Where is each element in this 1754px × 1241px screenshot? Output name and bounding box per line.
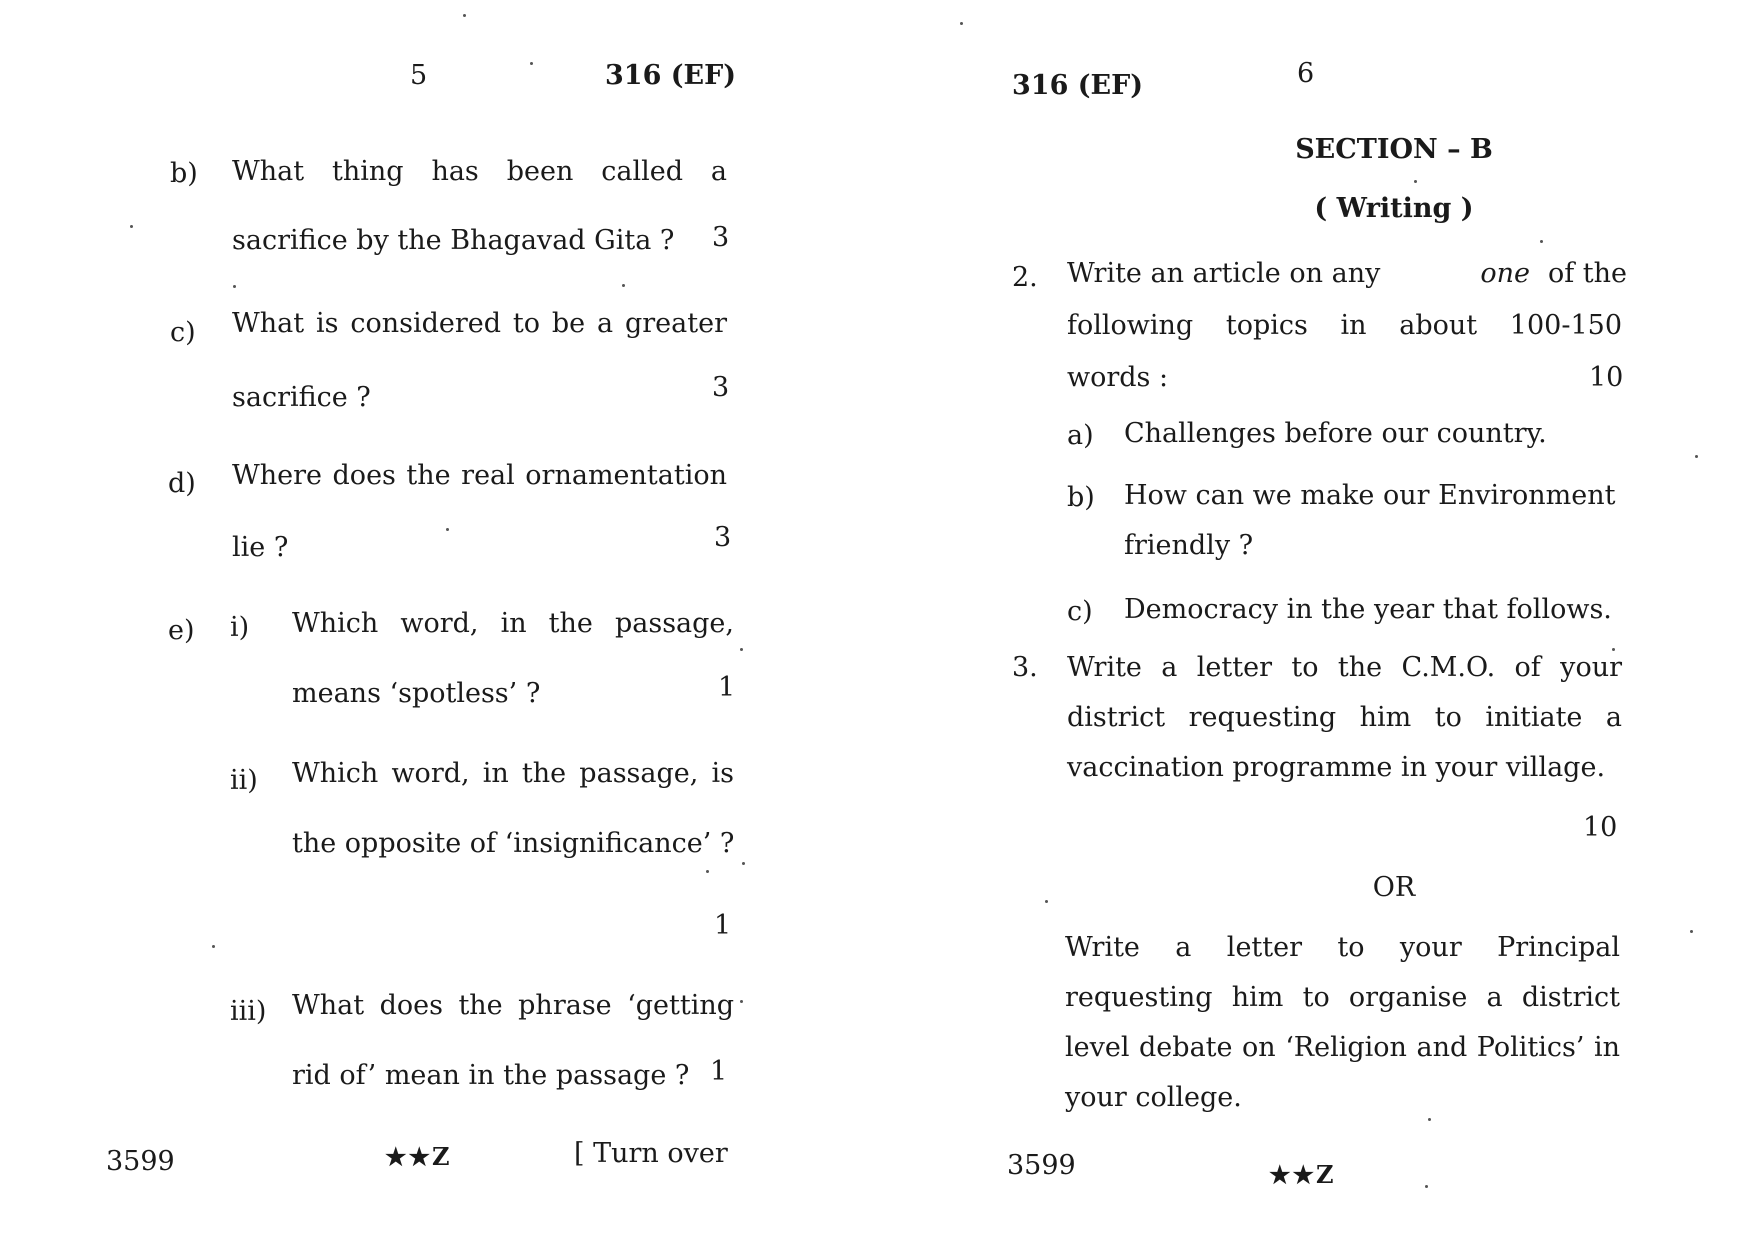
subquestion-text: Which word, in the passage, [292, 608, 734, 639]
marks: 1 [718, 672, 736, 703]
footer-stars: ★★Z [1269, 1160, 1336, 1189]
question-text: Where does the real ornamentation [232, 460, 727, 491]
marks: 3 [714, 522, 732, 553]
question-text: following topics in about 100-150 [1067, 310, 1622, 341]
question-text [1067, 258, 1627, 290]
question-text: lie ? [232, 532, 289, 563]
question-text: Write a letter to the C.M.O. of your [1067, 652, 1622, 683]
question-text: requesting him to organise a district [1065, 982, 1620, 1013]
subquestion-label: i) [230, 612, 250, 643]
subquestion-text: means ‘spotless’ ? [292, 678, 541, 709]
right-page [877, 0, 1754, 1241]
question-text-part: of the [1547, 258, 1627, 289]
question-label: d) [168, 468, 196, 499]
footer-stars: ★★Z [385, 1142, 452, 1171]
question-number: 2. [1012, 262, 1038, 293]
marks: 10 [1583, 812, 1618, 843]
question-text: sacrifice by the Bhagavad Gita ? [232, 225, 675, 256]
subquestion-text: the opposite of ‘insignificance’ ? [292, 828, 735, 859]
footer-code: 3599 [106, 1146, 175, 1177]
section-subtitle: ( Writing ) [1314, 193, 1474, 224]
question-text: vaccination programme in your village. [1067, 752, 1606, 783]
topic-label: b) [1067, 482, 1095, 513]
subquestion-text: What does the phrase ‘getting [292, 990, 734, 1021]
page-number: 6 [1297, 58, 1315, 89]
topic-label: c) [1067, 596, 1093, 627]
question-label: c) [170, 317, 196, 348]
emphasis-text: one [1480, 258, 1530, 289]
subquestion-label: ii) [230, 765, 258, 796]
question-label: b) [170, 158, 198, 189]
section-title: SECTION – B [1295, 134, 1493, 165]
question-text-part: Write an article on any [1067, 258, 1381, 289]
topic-text: Challenges before our country. [1124, 418, 1547, 449]
topic-label: a) [1067, 420, 1094, 451]
question-label: e) [168, 615, 195, 646]
question-text: district requesting him to initiate a [1067, 702, 1622, 733]
paper-code: 316 (EF) [1012, 70, 1144, 101]
question-text-part [1480, 258, 1627, 290]
marks: 1 [710, 1056, 728, 1087]
topic-text: friendly ? [1124, 530, 1254, 561]
marks: 1 [714, 910, 732, 941]
question-text: What thing has been called a [232, 156, 727, 187]
paper-code: 316 (EF) [605, 60, 737, 91]
marks: 10 [1589, 362, 1624, 393]
question-text: Write a letter to your Principal [1065, 932, 1620, 963]
question-number: 3. [1012, 652, 1038, 683]
topic-text: How can we make our Environment [1124, 480, 1616, 511]
question-text: level debate on ‘Religion and Politics’ in [1065, 1032, 1620, 1063]
subquestion-text: rid of’ mean in the passage ? [292, 1060, 690, 1091]
topic-text: Democracy in the year that follows. [1124, 594, 1612, 625]
question-text: sacrifice ? [232, 382, 371, 413]
subquestion-text: Which word, in the passage, is [292, 758, 734, 789]
turn-over: [ Turn over [574, 1138, 728, 1169]
or-divider: OR [1372, 872, 1416, 903]
subquestion-label: iii) [230, 996, 267, 1027]
question-text: What is considered to be a greater [232, 308, 727, 339]
footer-code: 3599 [1007, 1150, 1076, 1181]
marks: 3 [712, 222, 730, 253]
page-number: 5 [410, 60, 428, 91]
question-text: your college. [1065, 1082, 1242, 1113]
marks: 3 [712, 372, 730, 403]
question-text: words : [1067, 362, 1169, 393]
